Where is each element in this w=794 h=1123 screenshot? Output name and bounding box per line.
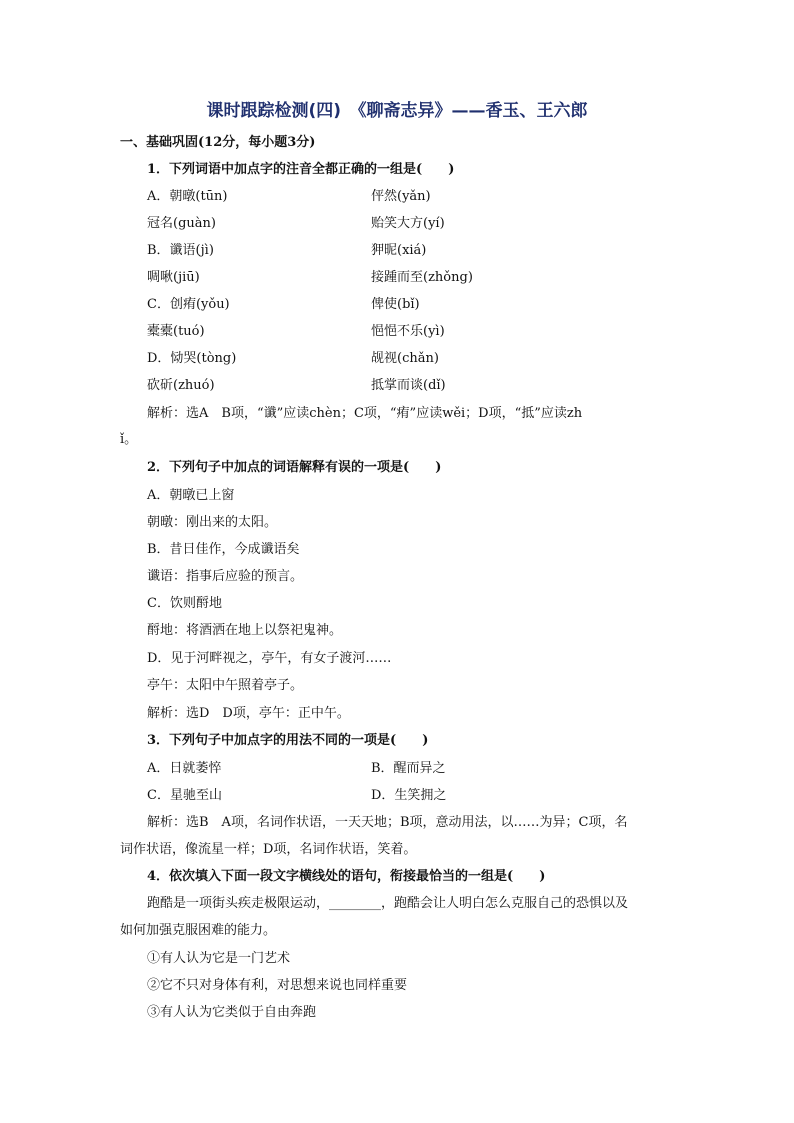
q3-option-d: D．生笑拥之 — [371, 788, 447, 803]
q1-analysis: 解析：选A B项，“谶”应读chèn；C项，“痏”应读wěi；D项，“抵”应读zh — [147, 406, 583, 421]
question-4-stem: 4．依次填入下面一段文字横线处的语句，衔接最恰当的一组是( ) — [147, 869, 546, 884]
page-title: 课时跟踪检测(四) 《聊斋志异》——香玉、王六郎 — [206, 101, 588, 121]
q2-analysis: 解析：选D D项，亭午：正中午。 — [147, 706, 350, 721]
q1-analysis-cont: ǐ。 — [120, 432, 138, 447]
q2-line: C．饮则酹地 — [147, 596, 222, 611]
q1-option-b-4: 接踵而至(zhǒng) — [371, 270, 473, 285]
q2-line: 朝暾：刚出来的太阳。 — [147, 515, 278, 530]
question-2-stem: 2．下列句子中加点的词语解释有误的一项是( ) — [147, 460, 442, 475]
q2-line: 谶语：指事后应验的预言。 — [147, 569, 304, 584]
q4-option: ①有人认为它是一门艺术 — [147, 951, 291, 966]
q2-line: B．昔日佳作，今成谶语矣 — [147, 542, 300, 557]
q1-option-d-4: 抵掌而谈(dǐ) — [371, 378, 446, 393]
q1-option-a-3: 冠名(guàn) — [147, 216, 216, 231]
q1-option-c-2: 俾使(bǐ) — [371, 297, 420, 312]
section-heading: 一、基础巩固(12分，每小题3分) — [120, 135, 316, 150]
q3-option-b: B．醒而异之 — [371, 761, 446, 776]
q3-option-c: C．星驰至山 — [147, 788, 222, 803]
q4-option: ③有人认为它类似于自由奔跑 — [147, 1005, 317, 1020]
question-1-stem: 1．下列词语中加点字的注音全都正确的一组是( ) — [147, 162, 455, 177]
q1-option-a-4: 贻笑大方(yí) — [371, 216, 445, 231]
question-3-stem: 3．下列句子中加点字的用法不同的一项是( ) — [147, 733, 429, 748]
q1-option-b-2: 狎昵(xiá) — [371, 243, 427, 258]
q4-option: ②它不只对身体有利，对思想来说也同样重要 — [147, 978, 408, 993]
q4-paragraph: 跑酷是一项街头疾走极限运动，________，跑酷会让人明白怎么克服自己的恐惧以及 — [147, 896, 629, 911]
q1-option-d-1: D．恸哭(tòng) — [147, 351, 237, 366]
q1-option-c-4: 悒悒不乐(yì) — [371, 324, 445, 339]
q2-line: 酹地：将酒洒在地上以祭祀鬼神。 — [147, 623, 343, 638]
q1-option-a-1: A．朝暾(tūn) — [147, 189, 228, 204]
q1-option-b-3: 啁啾(jiū) — [147, 270, 200, 285]
q1-option-c-3: 橐橐(tuó) — [147, 324, 205, 339]
q3-analysis-cont: 词作状语，像流星一样；D项，名词作状语，笑着。 — [120, 842, 417, 857]
q4-paragraph-cont: 如何加强克服困难的能力。 — [120, 923, 277, 938]
q2-line: D．见于河畔视之，亭午，有女子渡河…… — [147, 651, 392, 666]
q3-analysis: 解析：选B A项，名词作状语，一天天地；B项，意动用法，以……为异；C项，名 — [147, 815, 628, 830]
q1-option-d-3: 砍斫(zhuó) — [147, 378, 215, 393]
q3-option-a: A．日就萎悴 — [147, 761, 222, 776]
q1-option-d-2: 觇视(chǎn) — [371, 351, 439, 366]
q1-option-a-2: 伻然(yǎn) — [371, 189, 431, 204]
q2-line: 亭午：太阳中午照着亭子。 — [147, 678, 304, 693]
q1-option-b-1: B．谶语(jì) — [147, 243, 214, 258]
q1-option-c-1: C．创痏(yǒu) — [147, 297, 230, 312]
q2-line: A．朝暾已上窗 — [147, 488, 235, 503]
